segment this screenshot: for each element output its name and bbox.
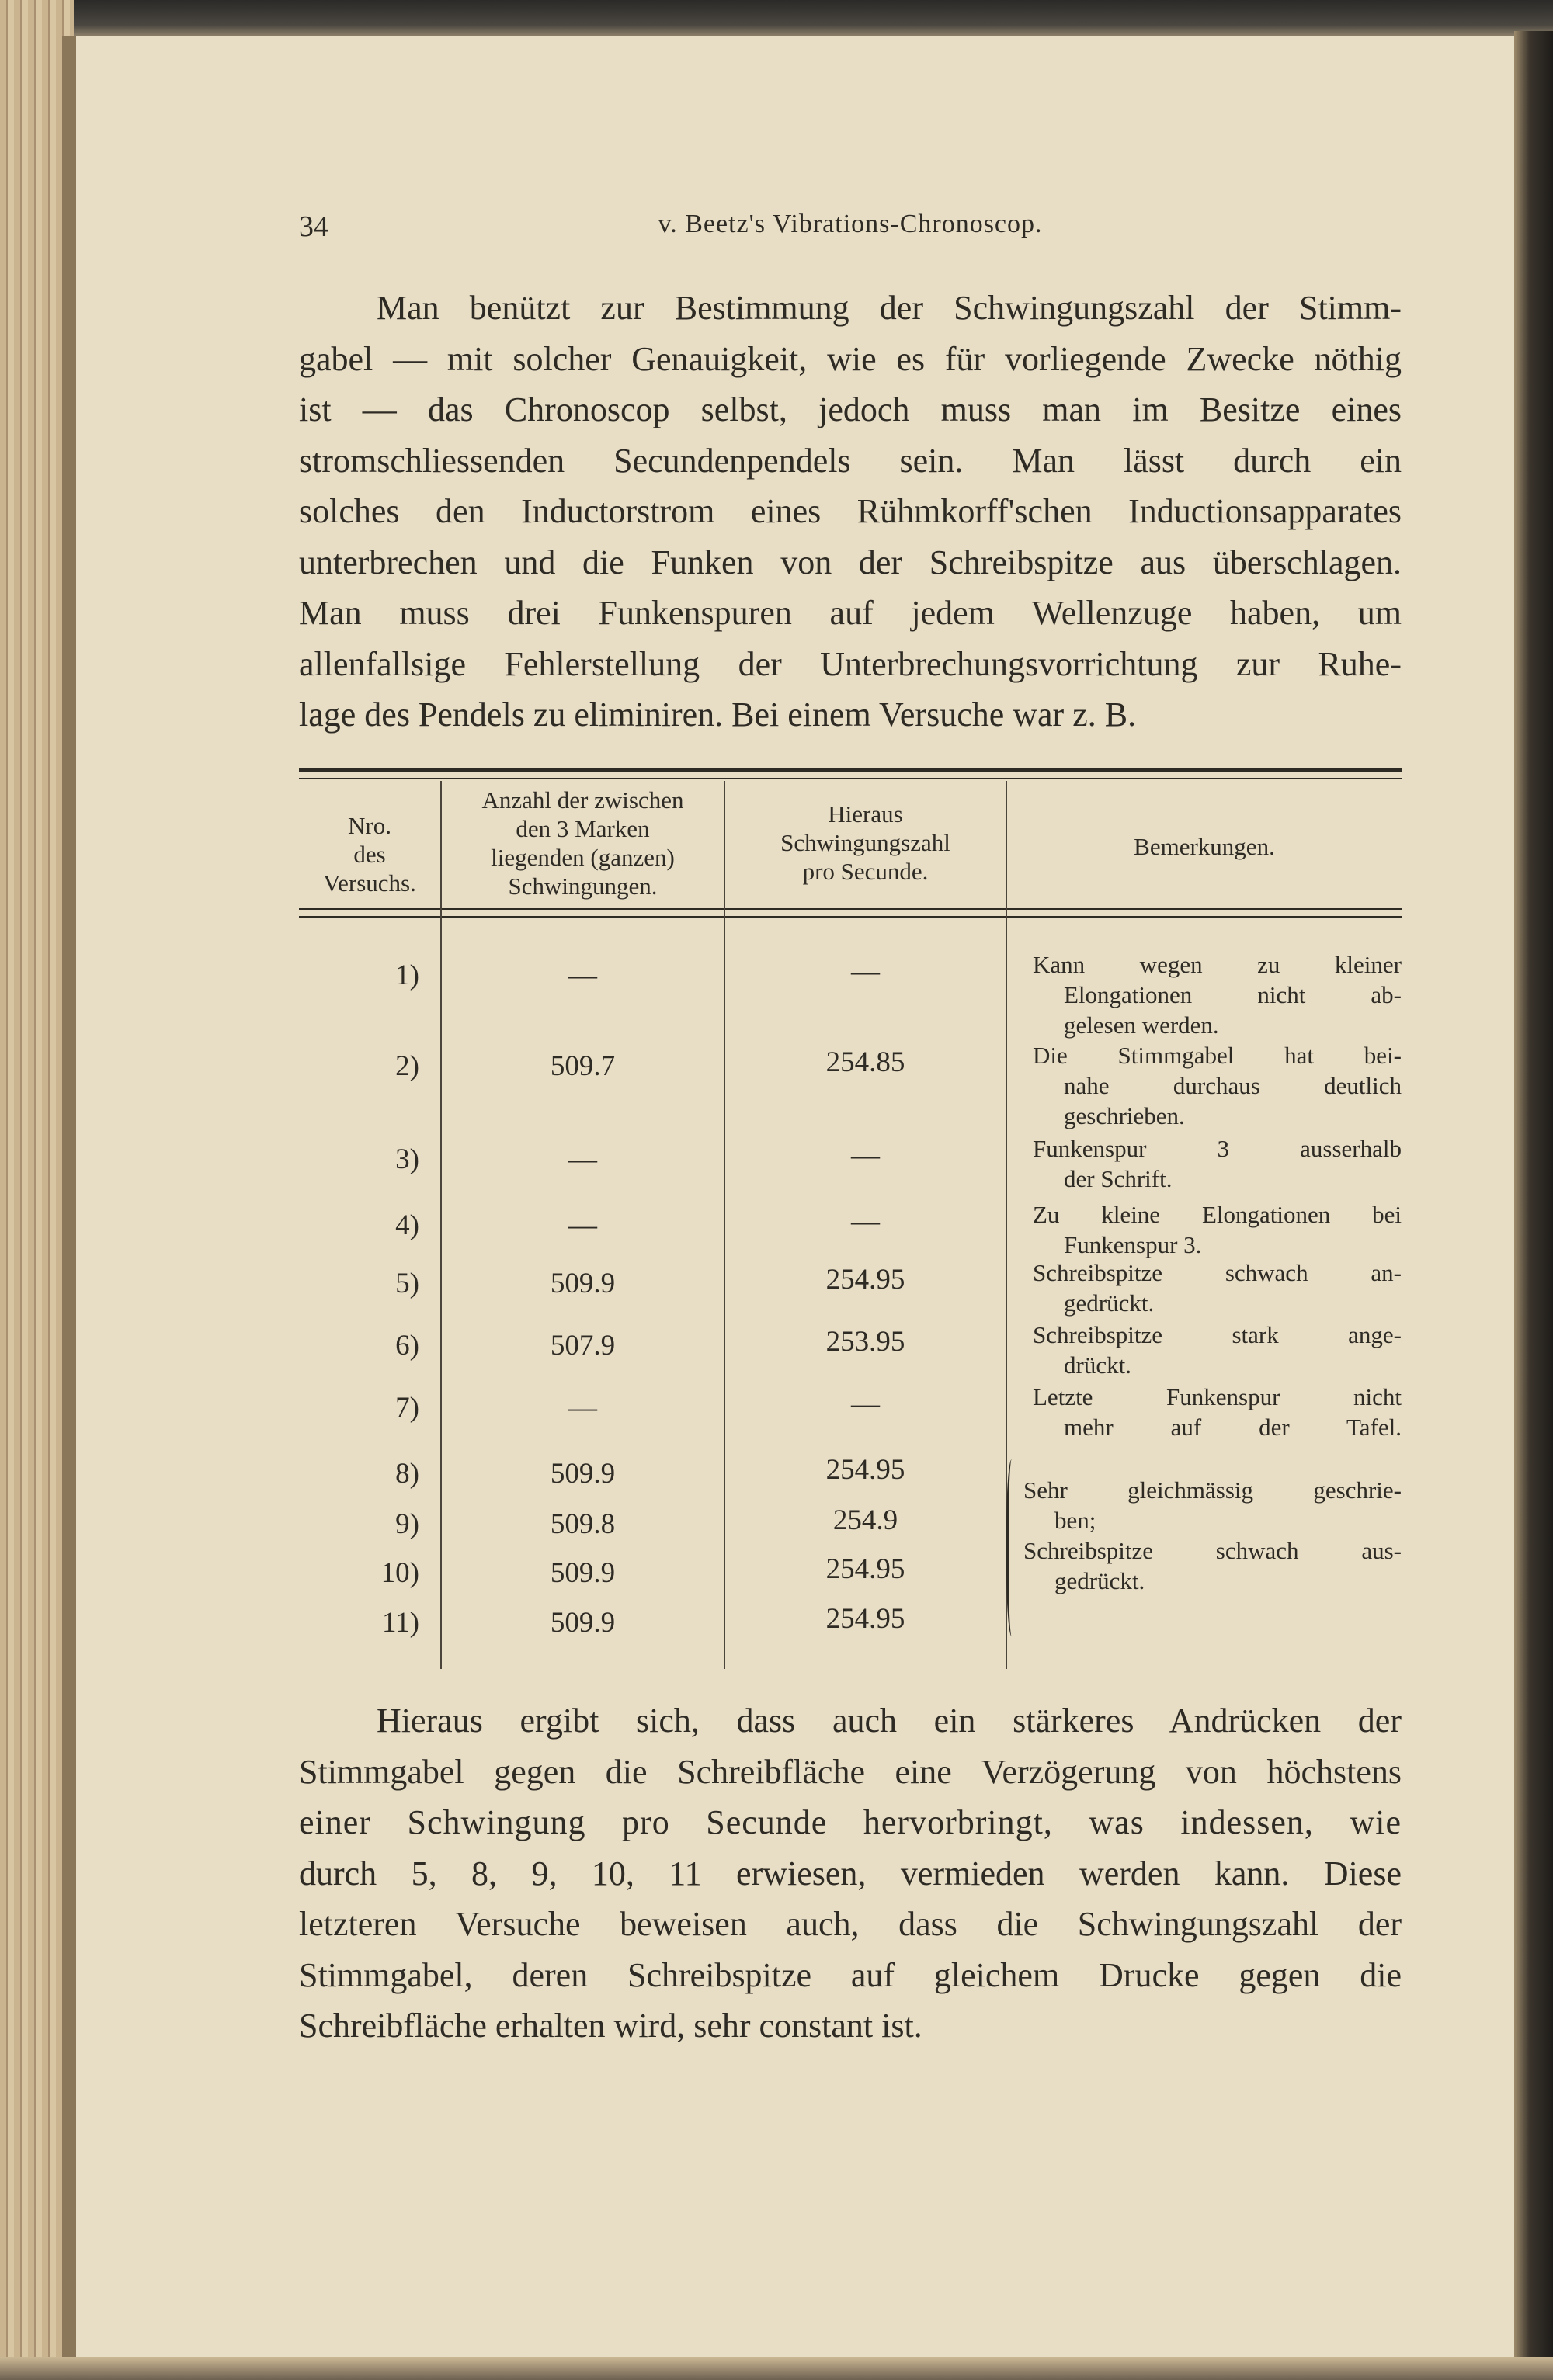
table-top-rule-thin xyxy=(299,778,1402,779)
text-line: durch 5, 8, 9, 10, 11 erwiesen, vermieden werden kann. Diese xyxy=(299,1854,1402,1893)
oscillation-count: 509.9 xyxy=(550,1557,616,1589)
header-bottom-rule xyxy=(299,908,1402,910)
table-top-rule xyxy=(299,768,1402,772)
trial-number: 8) xyxy=(395,1458,419,1490)
trial-number: 6) xyxy=(395,1330,419,1362)
column-header xyxy=(1007,832,1402,861)
text-line: gabel — mit solcher Genauigkeit, wie es für vorliegende Zwecke nöthig xyxy=(299,339,1402,378)
trial-number: 4) xyxy=(395,1209,419,1241)
frequency-per-second: 254.95 xyxy=(825,1264,905,1296)
remark-line: drückt. xyxy=(1064,1351,1131,1379)
column-header-line: des xyxy=(353,841,386,868)
trial-number: 2) xyxy=(395,1050,419,1082)
trial-number: 10) xyxy=(380,1557,419,1589)
text-line: solches den Inductorstrom eines Rühmkorff'schen Inductionsapparates xyxy=(299,492,1402,530)
remark xyxy=(1033,1258,1402,1318)
oscillation-count: 509.7 xyxy=(550,1050,616,1082)
remark-line: Funkenspur 3. xyxy=(1064,1231,1202,1258)
remark-line: Kann wegen zu kleiner xyxy=(1033,951,1402,978)
remark-line: Funkenspur 3 ausserhalb xyxy=(1033,1135,1402,1162)
running-title: v. Beetz's Vibrations-Chronoscop. xyxy=(658,210,1043,238)
oscillation-count: — xyxy=(568,959,597,991)
text-line: Hieraus ergibt sich, dass auch ein stärkeres Andrücken der xyxy=(377,1702,1402,1740)
trial-number: 3) xyxy=(395,1143,419,1175)
column-header-line: Schwingungszahl xyxy=(780,829,950,856)
oscillation-count: 507.9 xyxy=(550,1330,616,1362)
frequency-per-second: 254.95 xyxy=(825,1454,905,1486)
column-header-line: Bemerkungen. xyxy=(1134,833,1275,860)
column-header-line: Versuchs. xyxy=(323,869,416,897)
remark-line: nahe durchaus deutlich xyxy=(1064,1072,1402,1099)
text-line: stromschliessenden Secundenpendels sein. Man lässt durch ein xyxy=(299,441,1402,480)
text-line: Man muss drei Funkenspuren auf jedem Wellenzuge haben, um xyxy=(299,594,1402,632)
text-line: Schreibfläche erhalten wird, sehr constant ist. xyxy=(299,2007,922,2045)
column-header-line: den 3 Marken xyxy=(516,815,650,842)
remark xyxy=(1033,1199,1402,1260)
scan-right-border xyxy=(1514,31,1553,2380)
scan-bottom-border xyxy=(0,2357,1553,2380)
oscillation-count: 509.9 xyxy=(550,1458,616,1490)
column-header-line: pro Secunde. xyxy=(802,858,929,885)
frequency-per-second: — xyxy=(851,1140,880,1171)
trial-number: 9) xyxy=(395,1508,419,1540)
trial-number: 5) xyxy=(395,1268,419,1299)
remark xyxy=(1033,949,1402,1040)
remark-line: mehr auf der Tafel. xyxy=(1064,1414,1402,1441)
header-bottom-rule-2 xyxy=(299,916,1402,918)
frequency-per-second: 254.95 xyxy=(825,1603,905,1635)
remark-line: der Schrift. xyxy=(1064,1165,1173,1192)
text-line: Stimmgabel, deren Schreibspitze auf gleichem Drucke gegen die xyxy=(299,1955,1402,1994)
text-line: Stimmgabel gegen die Schreibfläche eine Verzögerung von höchstens xyxy=(299,1752,1402,1791)
column-header-line: Hieraus xyxy=(828,800,903,827)
oscillation-count: 509.9 xyxy=(550,1268,616,1299)
column-header-line: Nro. xyxy=(348,812,391,839)
text-line: allenfallsige Fehlerstellung der Unterbrechungsvorrichtung zur Ruhe- xyxy=(299,644,1402,683)
remark-line: Schreibspitze stark ange- xyxy=(1033,1321,1402,1348)
trial-number: 11) xyxy=(382,1607,419,1639)
text-line: einer Schwingung pro Secunde hervorbringt, was indessen, wie xyxy=(299,1803,1402,1841)
frequency-per-second: 254.9 xyxy=(832,1504,898,1536)
remark-line: Letzte Funkenspur nicht xyxy=(1033,1383,1402,1410)
remark xyxy=(1033,1382,1402,1442)
column-header-line: liegenden (ganzen) xyxy=(491,844,675,871)
remark-line: gedrückt. xyxy=(1064,1289,1155,1317)
oscillation-count: 509.8 xyxy=(550,1508,616,1540)
oscillation-count: — xyxy=(568,1209,597,1241)
oscillation-count: — xyxy=(568,1392,597,1424)
frequency-per-second: 254.85 xyxy=(825,1046,905,1078)
text-line: unterbrechen und die Funken von der Schreibspitze aus überschlagen. xyxy=(299,543,1402,581)
trial-number: 7) xyxy=(395,1392,419,1424)
column-header-line: Anzahl der zwischen xyxy=(481,786,684,814)
remark xyxy=(1033,1040,1402,1131)
remark-line: Die Stimmgabel hat bei- xyxy=(1033,1042,1402,1069)
trial-number: 1) xyxy=(395,959,419,991)
frequency-per-second: — xyxy=(851,1206,880,1237)
brace-mark xyxy=(1006,1459,1020,1636)
frequency-per-second: 253.95 xyxy=(825,1326,905,1358)
group-remark xyxy=(1023,1475,1402,1596)
remark xyxy=(1033,1320,1402,1380)
column-header xyxy=(299,811,440,897)
frequency-per-second: 254.95 xyxy=(825,1553,905,1585)
page-number: 34 xyxy=(299,210,328,243)
remark-line: gelesen werden. xyxy=(1064,1011,1219,1039)
oscillation-count: — xyxy=(568,1143,597,1175)
remark-line: ben; xyxy=(1054,1507,1096,1534)
column-header xyxy=(725,800,1006,886)
column-header-line: Schwingungen. xyxy=(508,873,658,900)
column-header xyxy=(442,786,724,900)
scan-top-border xyxy=(0,0,1553,36)
text-line: letzteren Versuche beweisen auch, dass die Schwingungszahl der xyxy=(299,1905,1402,1943)
remark-line: gedrückt. xyxy=(1054,1567,1145,1594)
oscillation-count: 509.9 xyxy=(550,1607,616,1639)
text-line: ist — das Chronoscop selbst, jedoch muss man im Besitze eines xyxy=(299,390,1402,428)
remark-line: Zu kleine Elongationen bei xyxy=(1033,1201,1402,1228)
remark xyxy=(1033,1133,1402,1194)
frequency-per-second: — xyxy=(851,956,880,987)
text-line: lage des Pendels zu eliminiren. Bei einem Versuche war z. B. xyxy=(299,696,1137,734)
frequency-per-second: — xyxy=(851,1388,880,1420)
remark-line: Schreibspitze schwach aus- xyxy=(1023,1537,1402,1564)
text-line: Man benützt zur Bestimmung der Schwingungszahl der Stimm- xyxy=(377,289,1402,327)
remark-line: Schreibspitze schwach an- xyxy=(1033,1259,1402,1286)
scan-binding-shadow xyxy=(62,36,76,2357)
remark-line: Elongationen nicht ab- xyxy=(1064,981,1402,1008)
remark-line: Sehr gleichmässig geschrie- xyxy=(1023,1476,1402,1504)
remark-line: geschrieben. xyxy=(1064,1102,1185,1129)
